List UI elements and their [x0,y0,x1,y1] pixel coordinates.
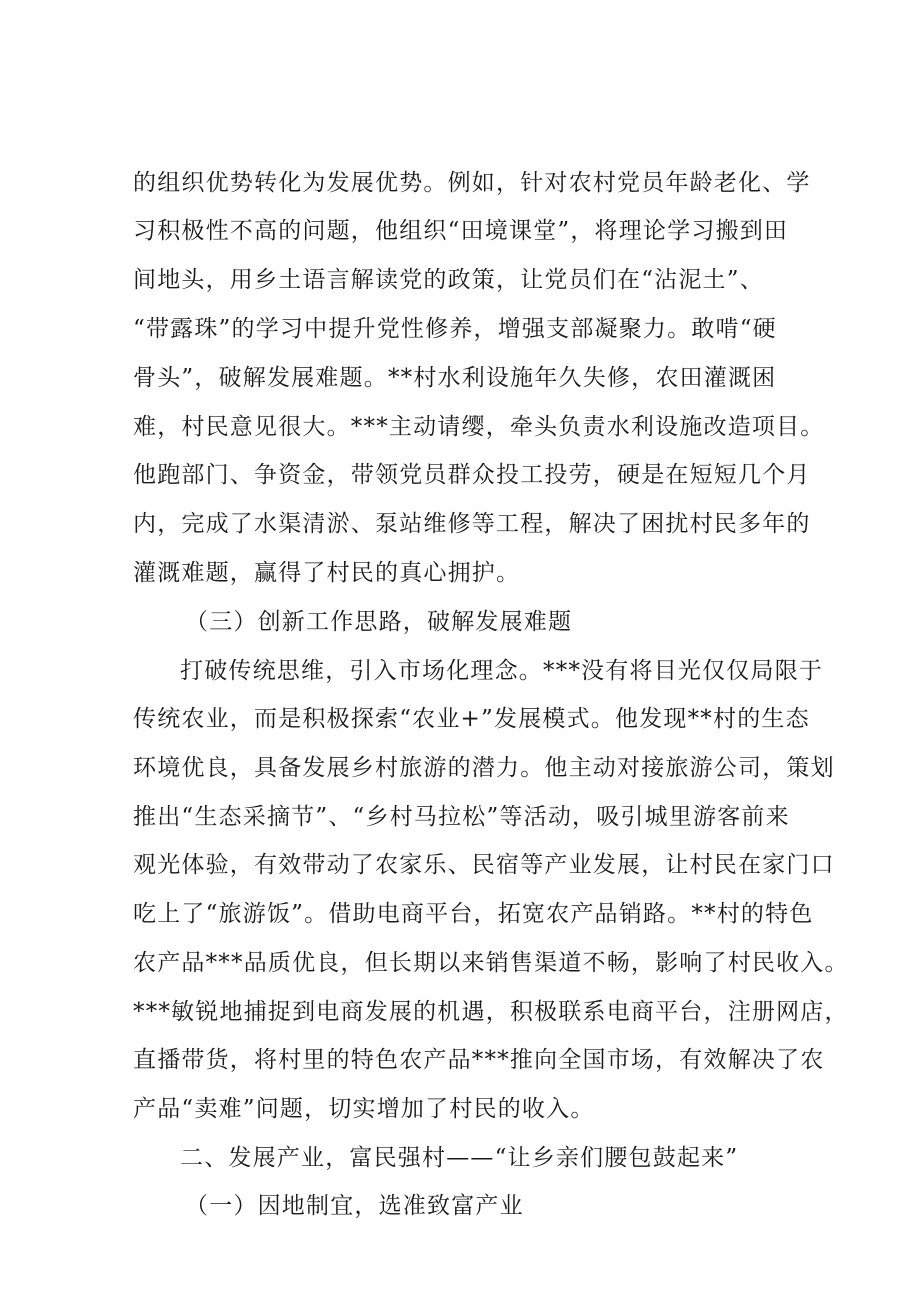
paragraph-line: 习积极性不高的问题，他组织“田境课堂”，将理论学习搬到田 [133,218,789,244]
paragraph-line: 环境优良，具备发展乡村旅游的潜力。他主动对接旅游公司，策划 [133,755,835,781]
paragraph-line: 的组织优势转化为发展优势。例如，针对农村党员年龄老化、学 [133,170,811,196]
paragraph-line: 农产品***品质优良，但长期以来销售渠道不畅，影响了村民收入。 [133,950,849,976]
chapter-heading: 二、发展产业，富民强村——“让乡亲们腰包鼓起来” [180,1145,739,1171]
paragraph-line: ***敏锐地捕捉到电商发展的机遇，积极联系电商平台，注册网店， [133,999,849,1025]
paragraph-line: 间地头，用乡土语言解读党的政策，让党员们在“沾泥土”、 [133,267,764,293]
paragraph-line: 产品“卖难”问题，切实增加了村民的收入。 [133,1096,595,1122]
paragraph-line: 传统农业，而是积极探索“农业+”发展模式。他发现**村的生态 [133,706,810,732]
paragraph-line: 打破传统思维，引入市场化理念。***没有将目光仅仅局限于 [180,658,824,684]
paragraph-line: “带露珠”的学习中提升党性修养，增强支部凝聚力。敢啃“硬 [133,316,777,342]
paragraph-line: 骨头”，破解发展难题。**村水利设施年久失修，农田灌溉困 [133,365,777,391]
paragraph-line: 推出“生态采摘节”、“乡村马拉松”等活动，吸引城里游客前来 [133,804,790,830]
paragraph-line: 难，村民意见很大。***主动请缨，牵头负责水利设施改造项目。 [133,414,825,440]
paragraph-line: 直播带货，将村里的特色农产品***推向全国市场，有效解决了农 [133,1047,825,1073]
section-heading: （三）创新工作思路，破解发展难题 [185,609,573,635]
paragraph-line: 内，完成了水渠清淤、泵站维修等工程，解决了困扰村民多年的 [133,511,811,537]
paragraph-line: 观光体验，有效带动了农家乐、民宿等产业发展，让村民在家门口 [133,852,835,878]
paragraph-line: 吃上了“旅游饭”。借助电商平台，拓宽农产品销路。**村的特色 [133,901,814,927]
paragraph-line: 他跑部门、争资金，带领党员群众投工投劳，硬是在短短几个月 [133,462,811,488]
section-heading: （一）因地制宜，选准致富产业 [185,1193,524,1219]
paragraph-line: 灌溉难题，赢得了村民的真心拥护。 [133,560,521,586]
